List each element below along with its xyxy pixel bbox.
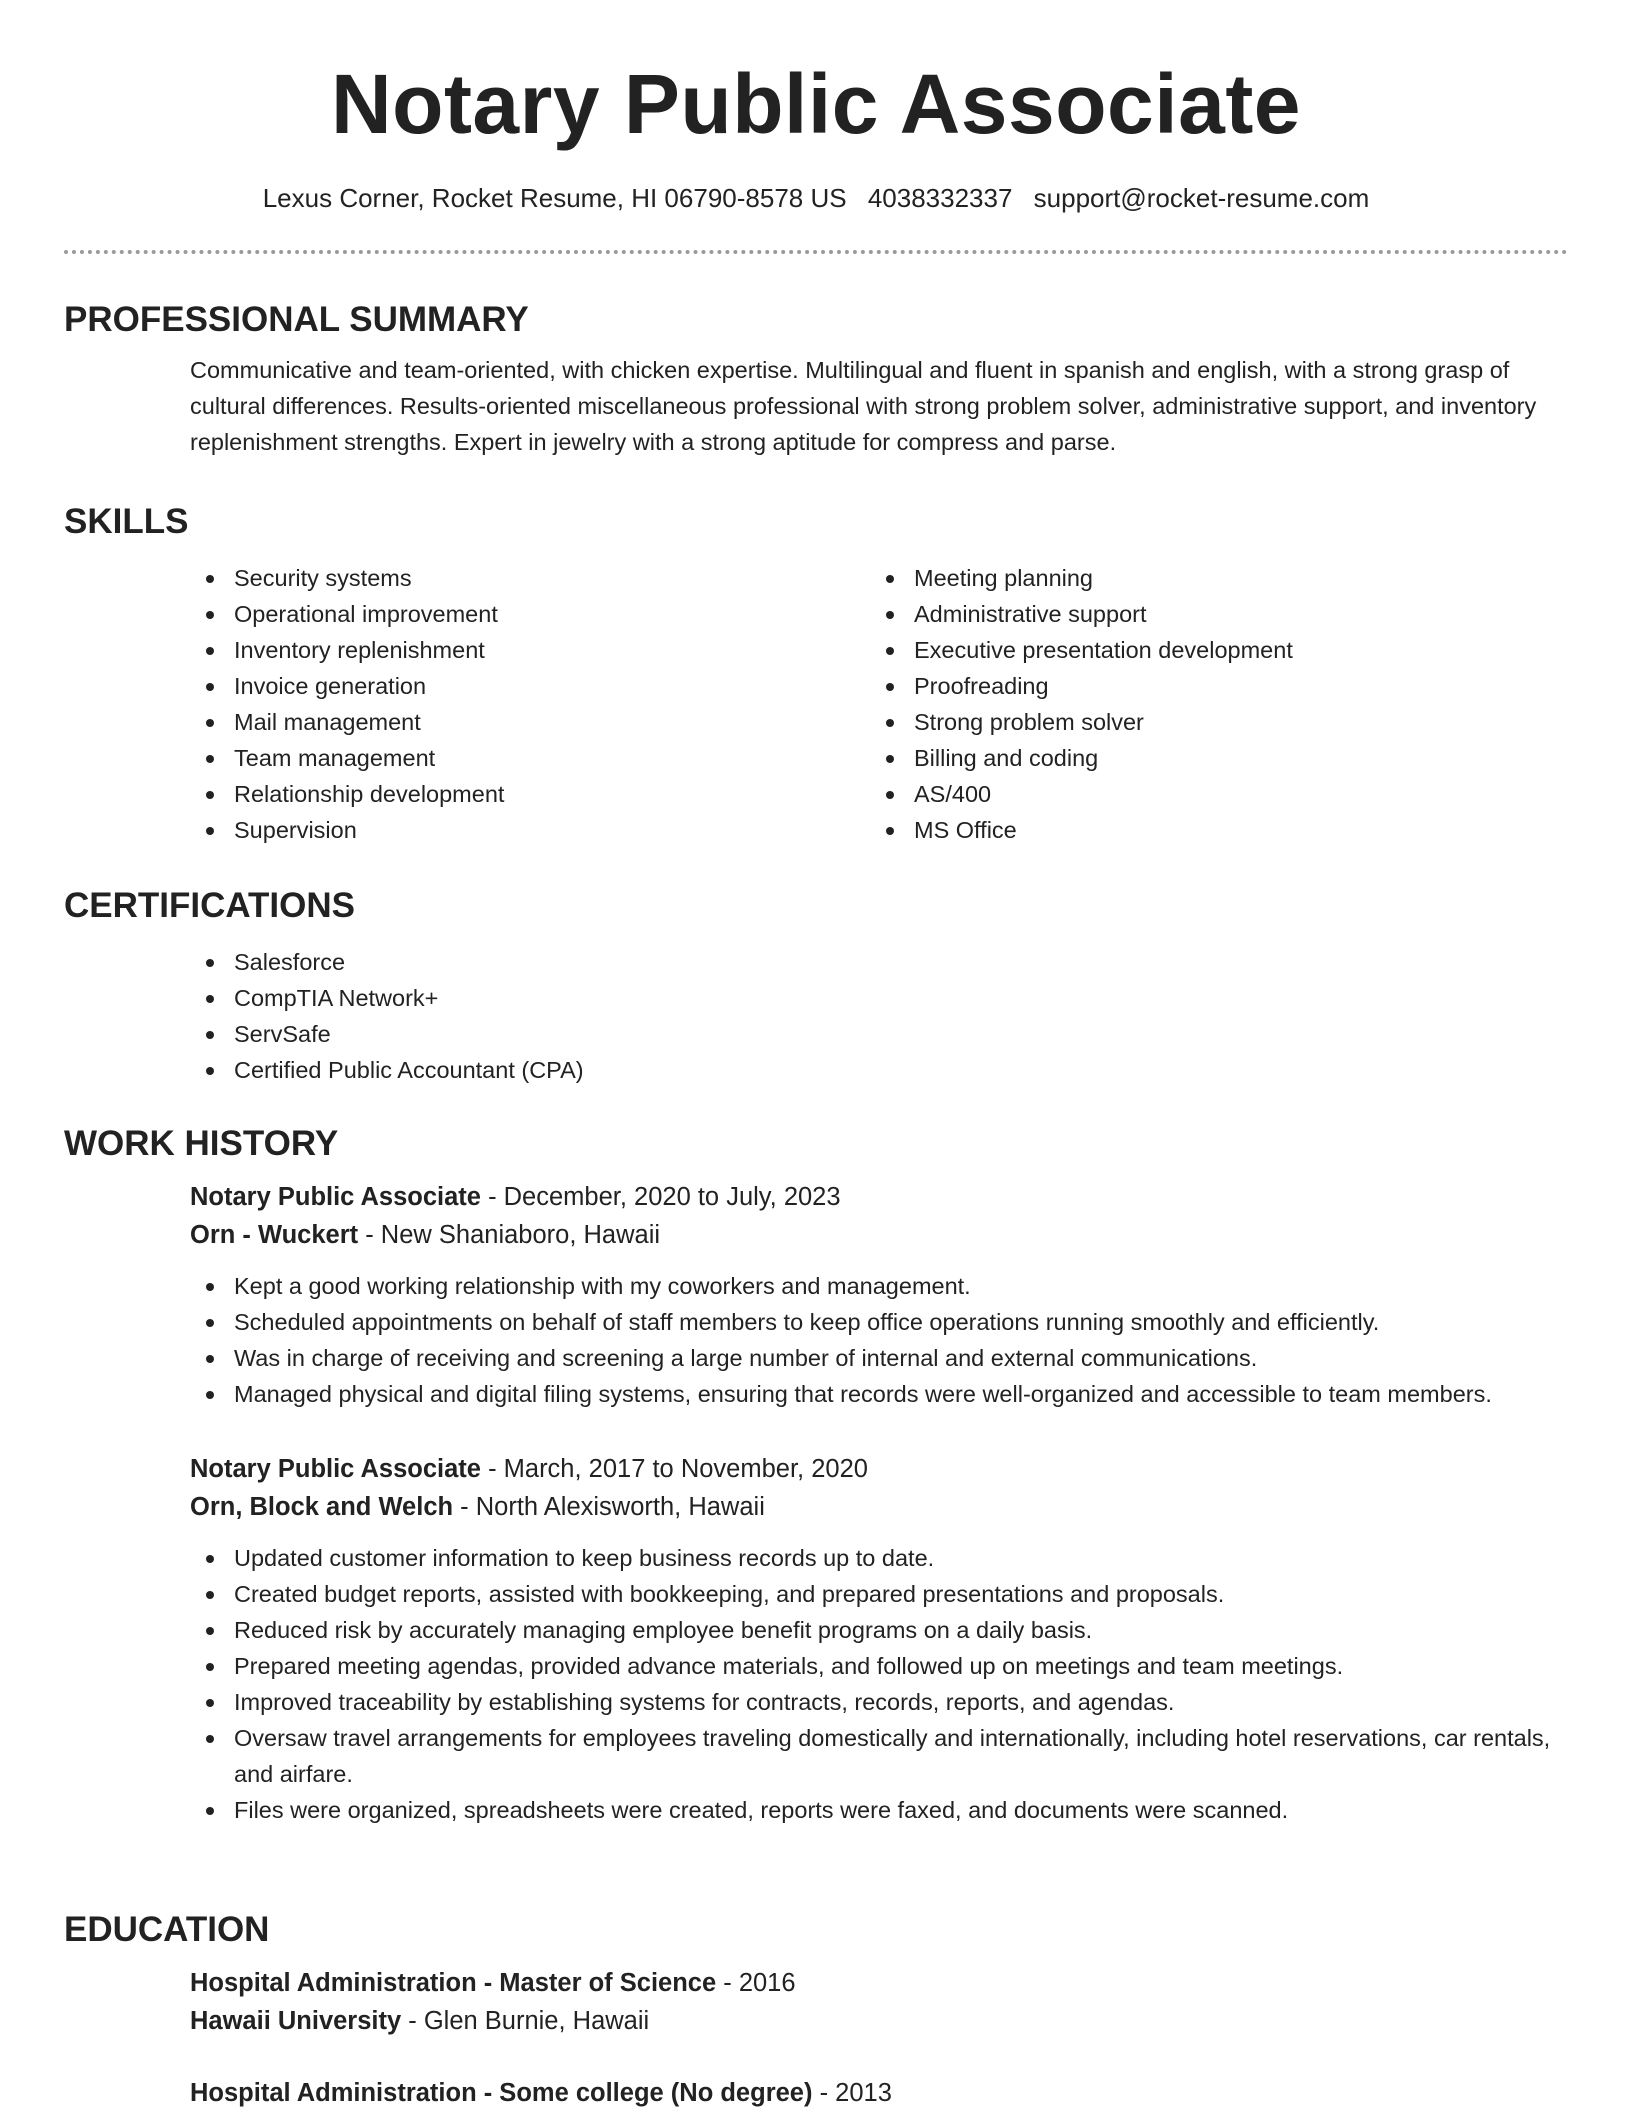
job-bullet: Scheduled appointments on behalf of staff members to keep office operations running smoothly and efficiently. [190,1304,1568,1340]
summary-title: PROFESSIONAL SUMMARY [64,300,529,339]
skills-title: SKILLS [64,502,189,541]
summary-text: Communicative and team-oriented, with chicken expertise. Multilingual and fluent in spanish and english, with a strong grasp of cultural differences. Results-oriented miscellaneous professional with strong problem solver, administrative support, and inventory replenishment strengths. Expert in jewelry with a strong aptitude for compress and parse. [190,357,1537,455]
skills-section [64,500,1568,848]
header-divider [64,250,1568,254]
education-degree: Hospital Administration - Some college (No degree) [190,2079,813,2107]
contact-email: support@rocket-resume.com [1033,183,1370,213]
job-bullets [190,1540,1568,1828]
education-section [64,1908,1568,2112]
job-bullet: Prepared meeting agendas, provided advance materials, and followed up on meetings and team meetings. [190,1648,1568,1684]
job-bullet: Files were organized, spreadsheets were created, reports were faxed, and documents were scanned. [190,1792,1568,1828]
education-title: EDUCATION [64,1910,270,1949]
skill-item: Executive presentation development [870,632,1550,668]
education-degree: Hospital Administration - Master of Science [190,1969,717,1997]
skill-item: Relationship development [190,776,870,812]
certifications-title: CERTIFICATIONS [64,886,356,925]
skill-item: Inventory replenishment [190,632,870,668]
skill-item: Strong problem solver [870,704,1550,740]
job-dates: - March, 2017 to November, 2020 [480,1455,868,1483]
skill-item: MS Office [870,812,1550,848]
job-company: Orn, Block and Welch [190,1493,454,1521]
job-entry [190,1450,1568,1828]
education-year: - 2013 [812,2079,892,2107]
education-entry [190,1964,1568,2040]
summary-section [64,298,1568,460]
job-dates: - December, 2020 to July, 2023 [480,1183,841,1211]
job-bullet: Managed physical and digital filing systems, ensuring that records were well-organized and accessible to team members. [190,1376,1568,1412]
certifications-list [190,944,1568,1088]
job-location: - North Alexisworth, Hawaii [453,1493,765,1521]
job-role: Notary Public Associate [190,1183,481,1211]
job-bullet: Kept a good working relationship with my coworkers and management. [190,1268,1568,1304]
contact-phone: 4038332337 [867,183,1013,213]
skills-list-left [190,560,870,848]
skill-item: Administrative support [870,596,1550,632]
education-school: Hawaii University [190,2007,402,2035]
skills-list-right [870,560,1550,848]
skill-item: Billing and coding [870,740,1550,776]
certification-item: ServSafe [190,1016,1568,1052]
job-bullet: Updated customer information to keep business records up to date. [190,1540,1568,1576]
skill-item: Supervision [190,812,870,848]
skill-item: AS/400 [870,776,1550,812]
skill-item: Security systems [190,560,870,596]
skill-item: Invoice generation [190,668,870,704]
certification-item: Salesforce [190,944,1568,980]
job-title-line [190,1450,1568,1488]
education-location: - Glen Burnie, Hawaii [401,2007,650,2035]
work-history-title: WORK HISTORY [64,1124,339,1163]
education-school-line [190,2002,1568,2040]
certifications-section [64,884,1568,1088]
job-bullet: Reduced risk by accurately managing employee benefit programs on a daily basis. [190,1612,1568,1648]
contact-address: Lexus Corner, Rocket Resume, HI 06790-8578 US [262,183,847,213]
job-company-line [190,1488,1568,1526]
job-entry [190,1178,1568,1412]
skill-item: Meeting planning [870,560,1550,596]
contact-line [0,180,1632,216]
job-bullet: Oversaw travel arrangements for employees traveling domestically and internationally, including hotel reservations, car rentals, and airfare. [190,1720,1568,1792]
job-bullets [190,1268,1568,1412]
job-company: Orn - Wuckert [190,1221,359,1249]
job-bullet: Was in charge of receiving and screening a large number of internal and external communications. [190,1340,1568,1376]
certification-item: Certified Public Accountant (CPA) [190,1052,1568,1088]
job-role: Notary Public Associate [190,1455,481,1483]
job-title-line [190,1178,1568,1216]
skill-item: Proofreading [870,668,1550,704]
job-bullet: Created budget reports, assisted with bookkeeping, and prepared presentations and proposals. [190,1576,1568,1612]
job-bullet: Improved traceability by establishing systems for contracts, records, reports, and agendas. [190,1684,1568,1720]
work-history-section [64,1122,1568,1828]
certification-item: CompTIA Network+ [190,980,1568,1016]
education-year: - 2016 [716,1969,796,1997]
education-entry [190,2074,1568,2112]
resume-name: Notary Public Associate [330,57,1302,151]
job-company-line [190,1216,1568,1254]
education-degree-line [190,1964,1568,2002]
skill-item: Team management [190,740,870,776]
education-degree-line [190,2074,1568,2112]
skill-item: Operational improvement [190,596,870,632]
job-location: - New Shaniaboro, Hawaii [358,1221,661,1249]
skill-item: Mail management [190,704,870,740]
